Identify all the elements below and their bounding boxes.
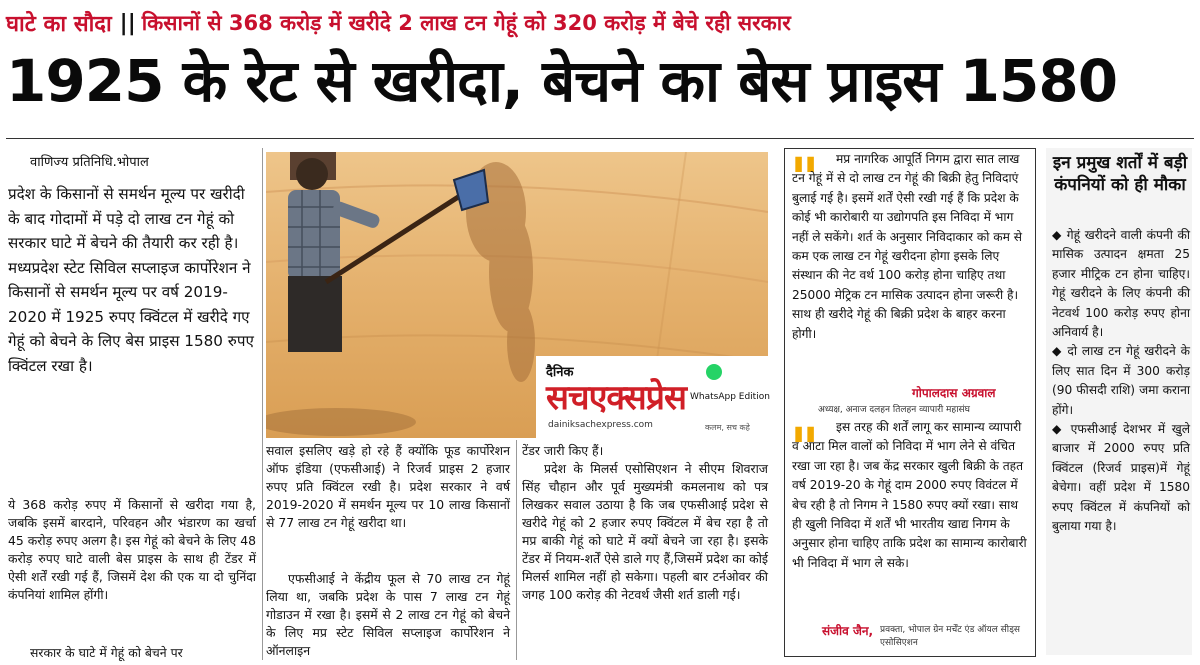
- column-3-body-continued: प्रदेश के मिलर्स एसोसिएशन ने सीएम शिवराज सिंह चौहान और पूर्व मुख्यमंत्री कमलनाथ को पत्र लिखकर सवाल उठाया है कि जब एफसीआई प्रदेश से खरीदे गेहूं को 2 हजार रुपए क्विंटल में बेच रहा है तो मप्र बाकी गेहूं को घाटे में क्यों बेचने जा रहा है। इसके टेंडर में नियम-शर्तें ऐसे डाले गए हैं,जिसमें प्रदेश का कोई मिलर्स शामिल नहीं हो सकेगा। पहली बार टर्नओवर की जगह 100 करोड़ की नेटवर्थ जैसी शर्त डाली गई।: [522, 461, 768, 602]
- sidebar-bullet-text: एफसीआई देशभर में खुले बाजार में 2000 रुपए प्रति क्विंटल (रिजर्व प्राइस)में गेहूं बेचेगा। वहीं प्रदेश में 1580 रुपए क्विंटल में कंपनियों को बुलाया गया है।: [1052, 422, 1190, 534]
- logo-small-text: दैनिक: [546, 365, 574, 380]
- kicker-separator: ||: [119, 10, 136, 36]
- whatsapp-icon: [706, 364, 722, 380]
- logo-tagline: कलम, सच कहे: [705, 423, 750, 432]
- kicker-tag: घाटे का सौदा: [6, 12, 112, 37]
- sidebar-bullet-text: दो लाख टन गेहूं खरीदने के लिए सात दिन में 300 करोड़ (90 फीसदी राशि) जमा कराना होंगे।: [1052, 344, 1190, 417]
- column-2-body: सवाल इसलिए खड़े हो रहे हैं क्योंकि फूड कार्पोरेशन ऑफ इंडिया (एफसीआई) ने रिजर्व प्राइस 2 हजार रुपए प्रति क्विंटल रखी है। प्रदेश सरकार ने वर्ष 2019-2020 में समर्थन मूल्य पर 10 लाख किसानों से 77 लाख टन गेहूं खरीदा था।: [266, 443, 510, 530]
- kicker-text: किसानों से 368 करोड़ में खरीदे 2 लाख टन गेहूं को 320 करोड़ में बेचे रही सरकार: [141, 11, 791, 35]
- sidebar-bullet-text: गेहूं खरीदने वाली कंपनी की मासिक उत्पादन क्षमता 25 हजार मीट्रिक टन होना चाहिए। गेहूं खरीदने के लिए कंपनी की नेटवर्थ 100 करोड़ रुपए होना अनिवार्य है।: [1052, 228, 1190, 340]
- logo-url: dainiksachexpress.com: [548, 420, 653, 430]
- column-divider: [262, 148, 263, 660]
- column-1-body-continued: सरकार के घाटे में गेहूं को बेचने पर: [30, 645, 183, 660]
- quote-1-role: अध्यक्ष, अनाज दलहन तिलहन व्यापारी महासंघ: [818, 405, 970, 415]
- sidebar-bullets: [1052, 226, 1190, 537]
- sidebar-bullet: ◆ गेहूं खरीदने वाली कंपनी की मासिक उत्पादन क्षमता 25 हजार मीट्रिक टन होना चाहिए। गेहूं खरीदने के लिए कंपनी की नेटवर्थ 100 करोड़ रुपए होना अनिवार्य है।: [1052, 228, 1190, 340]
- column-1-body: ये 368 करोड़ रुपए में किसानों से खरीदा गया है, जबकि इसमें बारदाने, परिवहन और भंडारण का खर्चा 45 करोड़ रुपए अलग है। इस गेहूं को बेचने के लिए 48 करोड़ रुपए घाटे वाली बेस प्राइस के साथ ही टेंडर में ऐसी शर्तें रखी गई हैं, जिसमें देश की एक या दो चुनिंदा कंपनियां शामिल होंगी।: [8, 497, 256, 602]
- headline: 1925 के रेट से खरीदा, बेचने का बेस प्राइस 1580: [6, 47, 1118, 115]
- column-3-body: टेंडर जारी किए हैं।: [522, 443, 604, 458]
- sidebar-title: इन प्रमुख शर्तों में बड़ी कंपनियों को ही मौका: [1052, 153, 1188, 195]
- sidebar-bullet: ◆ दो लाख टन गेहूं खरीदने के लिए सात दिन में 300 करोड़ (90 फीसदी राशि) जमा कराना होंगे।: [1052, 344, 1190, 417]
- lead-paragraph: प्रदेश के किसानों से समर्थन मूल्य पर खरीदी के बाद गोदामों में पड़े दो लाख टन गेहूं को सरकार घाटे में बेचने की तैयारी कर रही है। मध्यप्रदेश स्टेट सिविल सप्लाइज कार्पोरेशन ने किसानों से समर्थन मूल्य पर वर्ष 2019-2020 में 1925 रुपए क्विंटल में खरीदे गए गेहूं को बेचने के लिए बेस प्राइस 1580 रुपए क्विंटल रखा है।: [8, 185, 254, 375]
- logo-edition: WhatsApp Edition: [690, 392, 770, 402]
- quote-mark-icon: ": [790, 147, 820, 212]
- quote-1-name: गोपालदास अग्रवाल: [912, 386, 996, 400]
- quote-2-text: इस तरह की शर्तें लागू कर सामान्य व्यापारी व आटा मिल वालों को निविदा में भाग लेने से वंचित रखा जा रहा है। जब केंद्र सरकार खुली बिक्री के तहत वर्ष 2019-20 के गेहूं दाम 2000 रुपए विवंटल में बेच रही है तो निगम ने 1580 रुपए क्यों रखा। साथ ही खुली निविदा में शर्तें भी भारतीय खाद्य निगम के अनुसार होना चाहिए ताकि प्रदेश का सामान्य कारोबारी भी निविदा में भाग ले सके।: [792, 420, 1027, 570]
- column-2-body-continued: एफसीआई ने केंद्रीय फूल से 70 लाख टन गेहूं लिया था, जबकि प्रदेश के पास 7 लाख टन गेहूं गोडाउन में रखा है। इसमें से 2 लाख टन गेहूं को बेचने के लिए मप्र स्टेट सिविल सप्लाइज कार्पोरेशन ने ऑनलाइन: [266, 571, 510, 658]
- byline: वाणिज्य प्रतिनिधि.भोपाल: [30, 155, 149, 170]
- headline-rule: [6, 138, 1194, 139]
- sidebar-bullet: ◆ एफसीआई देशभर में खुले बाजार में 2000 रुपए प्रति क्विंटल (रिजर्व प्राइस)में गेहूं बेचेगा। वहीं प्रदेश में 1580 रुपए क्विंटल में कंपनियों को बुलाया गया है।: [1052, 422, 1190, 534]
- quote-1-text: मप्र नागरिक आपूर्ति निगम द्वारा सात लाख टन गेहूं में से दो लाख टन गेहूं की बिक्री हेतु निविदाएं बुलाई गई है। इसमें शर्तें ऐसी रखी गई हैं कि प्रदेश के कोई भी कारोबारी या उद्योगपति इस निविदा में भाग नहीं ले सकेंगे। शर्त के अनुसार निविदाकार को कम से कम एक लाख टन गेहूं खरीदना होगा इसके लिए संस्थान की नेट वर्थ 100 करोड़ होना चाहिए तथा 25000 मेट्रिक टन मासिक उत्पादन होना जरूरी है। साथ ही खरीदे गेहूं की बिक्री प्रदेश के बाहर करना होगी।: [792, 152, 1023, 341]
- quote-2-role: प्रवक्ता, भोपाल ग्रेन मर्चेंट एंड ऑयल सीड्स एसोसिएशन: [880, 625, 1020, 648]
- quote-2-name: संजीव जैन,: [822, 624, 874, 638]
- quote-mark-icon: ": [790, 417, 820, 482]
- kicker: [6, 8, 791, 38]
- logo-brand: सचएक्सप्रेस: [546, 378, 687, 418]
- column-divider: [516, 440, 517, 660]
